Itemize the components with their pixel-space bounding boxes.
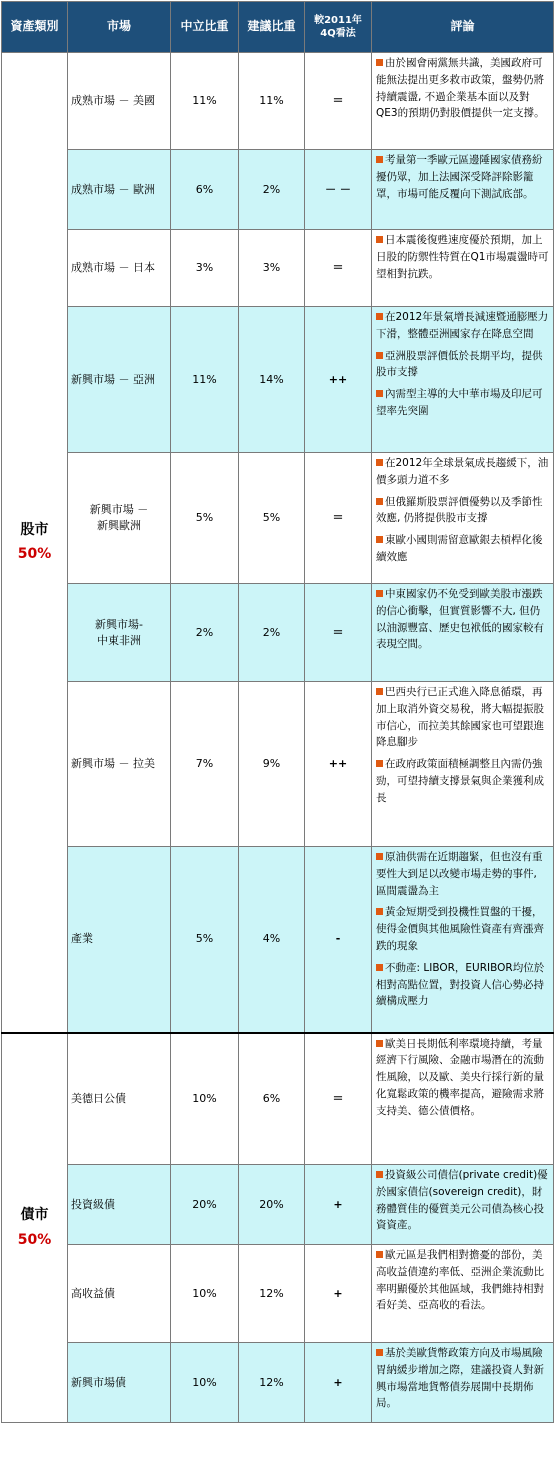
table-row: [2, 1245, 554, 1343]
comment-text: 由於國會兩黨無共識，美國政府可能無法提出更多救市政策，盤勢仍將持續震盪, 不過企業基本面以及對QE3的預期仍對股價提供一定支撐。: [376, 57, 545, 120]
market-cell: [68, 847, 171, 1033]
comment-cell: [372, 847, 554, 1033]
market-name: 新興市場債: [71, 1375, 126, 1389]
market-cell: [68, 150, 171, 230]
market-cell: [68, 1165, 171, 1245]
comment-text: 巴西央行已正式進入降息循環，再加上取消外資交易稅，將大幅提振股市信心，而拉美其餘國家也可望跟進降息腳步: [376, 686, 544, 749]
bullet-square-icon: [376, 760, 383, 767]
bullet-square-icon: [376, 1040, 383, 1047]
neutral-weight-cell: 5%: [171, 453, 239, 584]
outlook-cell: ++: [305, 682, 372, 847]
outlook-cell: ＝: [305, 1033, 372, 1165]
bullet-square-icon: [376, 590, 383, 597]
bullet-square-icon: [376, 313, 383, 320]
bullet-square-icon: [376, 964, 383, 971]
comment-text: 基於美歐貨幣政策方向及市場風險胃納緩步增加之際，建議投資人對新興市場當地貨幣債券展開中長期佈局。: [376, 1347, 544, 1410]
comment-text: 黃金短期受到投機性買盤的干擾，使得金價與其他風險性資產有齊漲齊跌的現象: [376, 906, 544, 952]
table-row: [2, 53, 554, 150]
market-cell: [68, 584, 171, 682]
comment-item: [376, 1345, 550, 1412]
suggested-weight-cell: 12%: [239, 1245, 305, 1343]
header-category: 資產類別: [2, 2, 68, 53]
market-name: 高收益債: [71, 1286, 115, 1300]
neutral-weight-cell: 11%: [171, 307, 239, 453]
comment-cell: [372, 584, 554, 682]
bullet-square-icon: [376, 390, 383, 397]
market-cell: [68, 307, 171, 453]
market-name: 新興市場 － 拉美: [71, 757, 155, 771]
market-cell: [68, 1033, 171, 1165]
header-neutral-weight: 中立比重: [171, 2, 239, 53]
market-cell: [68, 53, 171, 150]
comment-item: [376, 849, 550, 899]
comment-item: [376, 455, 550, 489]
header-row: [2, 2, 554, 53]
suggested-weight-cell: 6%: [239, 1033, 305, 1165]
outlook-cell: ＝: [305, 53, 372, 150]
comment-text: 亞洲股票評價低於長期平均，提供股市支撐: [376, 349, 543, 379]
comment-item: [376, 386, 550, 420]
comment-item: [376, 1167, 550, 1234]
table-row: [2, 1343, 554, 1423]
bullet-square-icon: [376, 498, 383, 505]
bullet-square-icon: [376, 352, 383, 359]
comment-text: 歐美日長期低利率環境持續，考量經濟下行風險、金融市場潛在的流動性風險，以及歐、美央行採行新的量化寬鬆政策的機率提高，避險需求將支持美、德公債價格。: [376, 1037, 544, 1117]
comment-cell: [372, 150, 554, 230]
outlook-cell: +: [305, 1245, 372, 1343]
comment-item: [376, 348, 550, 382]
comment-cell: [372, 230, 554, 307]
bullet-square-icon: [376, 688, 383, 695]
neutral-weight-cell: 7%: [171, 682, 239, 847]
comment-text: 內需型主導的大中華市場及印尼可望率先突圍: [376, 388, 543, 417]
market-name: 成熟市場 － 歐洲: [71, 182, 155, 196]
suggested-weight-cell: 4%: [239, 847, 305, 1033]
neutral-weight-cell: 10%: [171, 1343, 239, 1423]
comment-item: [376, 960, 550, 1010]
category-cell-equity: [2, 53, 68, 1033]
comment-cell: [372, 1343, 554, 1423]
neutral-weight-cell: 11%: [171, 53, 239, 150]
comment-text: 在2012年全球景氣成長趨緩下，油價多頭力道不多: [376, 457, 549, 486]
market-cell: [68, 230, 171, 307]
suggested-weight-cell: 2%: [239, 150, 305, 230]
neutral-weight-cell: 3%: [171, 230, 239, 307]
suggested-weight-cell: 14%: [239, 307, 305, 453]
comment-cell: [372, 453, 554, 584]
outlook-cell: － －: [305, 150, 372, 230]
market-name: 成熟市場 － 美國: [71, 94, 155, 108]
comment-cell: [372, 1245, 554, 1343]
header-outlook-line2: 4Q看法: [320, 28, 356, 39]
comment-text: 考量第一季歐元區邊陲國家債務紛擾仍眾，加上法國深受降評除影籠罩，市場可能反覆向下測試底部。: [376, 154, 543, 200]
outlook-cell: ＝: [305, 453, 372, 584]
table-row: [2, 307, 554, 453]
comment-text: 東歐小國則需留意歐銀去槓桿化後續效應: [376, 534, 543, 563]
outlook-cell: ＝: [305, 230, 372, 307]
table-row: [2, 150, 554, 230]
comment-text: 原油供需在近期趨緊，但也沒有重要性大到足以改變市場走勢的事件, 區間震盪為主: [376, 851, 543, 897]
neutral-weight-cell: 5%: [171, 847, 239, 1033]
suggested-weight-cell: 20%: [239, 1165, 305, 1245]
comment-item: [376, 494, 550, 528]
outlook-cell: ++: [305, 307, 372, 453]
header-outlook: [305, 2, 372, 53]
market-cell: [68, 1343, 171, 1423]
comment-item: [376, 684, 550, 751]
market-cell: [68, 682, 171, 847]
header-market: 市場: [68, 2, 171, 53]
comment-item: [376, 232, 550, 282]
market-cell: [68, 1245, 171, 1343]
comment-item: [376, 152, 550, 202]
market-name-line2: 新興歐洲: [97, 519, 141, 532]
market-name: 美德日公債: [71, 1091, 126, 1105]
comment-cell: [372, 1165, 554, 1245]
neutral-weight-cell: 20%: [171, 1165, 239, 1245]
category-name: 股市: [20, 521, 49, 538]
neutral-weight-cell: 10%: [171, 1033, 239, 1165]
table-row: [2, 1165, 554, 1245]
category-weight: 50%: [17, 1231, 52, 1248]
comment-item: [376, 904, 550, 954]
bullet-square-icon: [376, 236, 383, 243]
outlook-cell: +: [305, 1343, 372, 1423]
suggested-weight-cell: 2%: [239, 584, 305, 682]
outlook-cell: +: [305, 1165, 372, 1245]
comment-text: 投資級公司債信(private credit)優於國家債信(sovereign credit)，財務體質佳的優質美元公司債為核心投資資產。: [376, 1169, 548, 1232]
comment-item: [376, 586, 550, 653]
comment-item: [376, 532, 550, 566]
market-name: 投資級債: [71, 1197, 115, 1211]
market-name-line2: 中東非洲: [97, 633, 141, 647]
category-weight: 50%: [17, 546, 52, 563]
comment-cell: [372, 307, 554, 453]
comment-cell: [372, 53, 554, 150]
table-row: [2, 230, 554, 307]
bullet-square-icon: [376, 59, 383, 66]
comment-cell: [372, 1033, 554, 1165]
neutral-weight-cell: 6%: [171, 150, 239, 230]
market-name: 新興市場-: [95, 617, 143, 631]
bullet-square-icon: [376, 459, 383, 466]
bullet-square-icon: [376, 536, 383, 543]
comment-text: 日本震後復甦速度優於預期，加上日股的防禦性特質在Q1市場震盪時可望相對抗跌。: [376, 234, 549, 280]
bullet-square-icon: [376, 156, 383, 163]
market-name: 新興市場 － 亞洲: [71, 372, 155, 386]
comment-text: 歐元區是我們相對擔憂的部份，美高收益債違約率低、亞洲企業流動比率明顯優於其他區域，我們維持相對看好美、亞高收的看法。: [376, 1249, 544, 1312]
market-name: 成熟市場 － 日本: [71, 261, 155, 275]
table-row: [2, 1033, 554, 1165]
table-body: [2, 53, 554, 1423]
neutral-weight-cell: 10%: [171, 1245, 239, 1343]
comment-item: [376, 55, 550, 122]
market-name: 新興市場 －: [89, 503, 149, 517]
bullet-square-icon: [376, 908, 383, 915]
outlook-cell: -: [305, 847, 372, 1033]
market-cell: [68, 453, 171, 584]
bullet-square-icon: [376, 1171, 383, 1178]
suggested-weight-cell: 11%: [239, 53, 305, 150]
outlook-cell: ＝: [305, 584, 372, 682]
header-outlook-line1: 較2011年: [314, 14, 362, 26]
comment-text: 在政府政策面積極調整且內需仍強勁，可望持續支撐景氣與企業獲利成長: [376, 758, 544, 804]
bullet-square-icon: [376, 1251, 383, 1258]
bullet-square-icon: [376, 1349, 383, 1356]
comment-item: [376, 756, 550, 806]
header-comment: 評論: [372, 2, 554, 53]
asset-allocation-table: [1, 1, 554, 1423]
bullet-square-icon: [376, 853, 383, 860]
suggested-weight-cell: 9%: [239, 682, 305, 847]
suggested-weight-cell: 12%: [239, 1343, 305, 1423]
suggested-weight-cell: 3%: [239, 230, 305, 307]
suggested-weight-cell: 5%: [239, 453, 305, 584]
table-row: [2, 847, 554, 1033]
category-cell-bond: [2, 1033, 68, 1423]
header-suggested-weight: 建議比重: [239, 2, 305, 53]
comment-item: [376, 309, 550, 343]
table-row: [2, 682, 554, 847]
comment-item: [376, 1247, 550, 1314]
comment-item: [376, 1036, 550, 1120]
table-row: [2, 453, 554, 584]
comment-text: 中東國家仍不免受到歐美股市漲跌的信心衝擊，但實質影響不大, 但仍以油源豐富、歷史包袱低的國家較有表現空間。: [376, 588, 544, 651]
category-name: 債市: [20, 1207, 49, 1224]
neutral-weight-cell: 2%: [171, 584, 239, 682]
comment-text: 不動產: LIBOR，EURIBOR均位於相對高點位置，對投資人信心勢必持續構成壓力: [376, 961, 545, 1008]
market-name: 產業: [71, 932, 93, 946]
table-row: [2, 584, 554, 682]
comment-text: 但俄羅斯股票評價優勢以及季節性效應, 仍將提供股市支撐: [376, 495, 543, 525]
comment-text: 在2012年景氣增長減速暨通膨壓力下滑，整體亞洲國家存在降息空間: [376, 311, 549, 340]
comment-cell: [372, 682, 554, 847]
